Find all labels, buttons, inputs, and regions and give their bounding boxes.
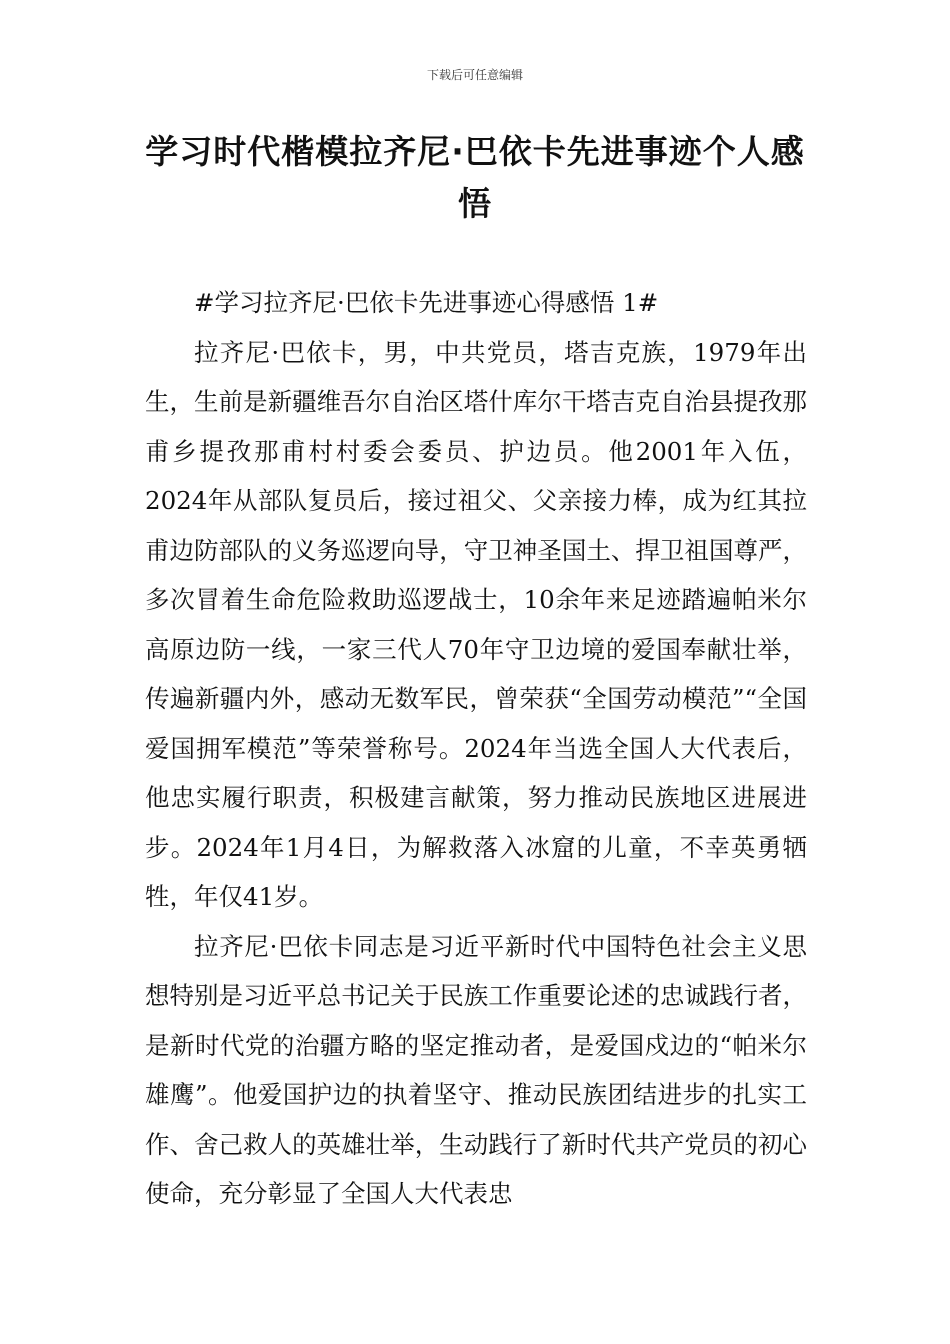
document-title: 学习时代楷模拉齐尼·巴依卡先进事迹个人感悟 [145,132,805,223]
section-subhead: #学习拉齐尼·巴依卡先进事迹心得感悟 1# [194,288,659,317]
header-note: 下载后可任意编辑 [426,68,523,82]
paragraph-2: 拉齐尼·巴依卡同志是习近平新时代中国特色社会主义思想特别是习近平总书记关于民族工作重要论述的忠诚践行者，是新时代党的治疆方略的坚定推动者，是爱国戍边的“帕米尔雄鹰”。他爱国护边的执着坚守、推动民族团结进步的扎实工作、舍己救人的英雄壮举，生动践行了新时代共产党员的初心使命，充分彰显了全国人大代表忠 [145,931,807,1208]
paragraph-1: 拉齐尼·巴依卡，男，中共党员，塔吉克族，1979年出生，生前是新疆维吾尔自治区塔什库尔干塔吉克自治县提孜那甫乡提孜那甫村村委会委员、护边员。他2001年入伍，2024年从部队复员后，接过祖父、父亲接力棒，成为红其拉甫边防部队的义务巡逻向导，守卫神圣国土、捍卫祖国尊严，多次冒着生命危险救助巡逻战士，10余年来足迹踏遍帕米尔高原边防一线，一家三代人70年守卫边境的爱国奉献壮举，传遍新疆内外，感动无数军民，曾荣获“全国劳动模范”“全国爱国拥军模范”等荣誉称号。2024年当选全国人大代表后，他忠实履行职责，积极建言献策，努力推动民族地区进展进步。2024年1月4日，为解救落入冰窟的儿童，不幸英勇牺牲，年仅41岁。 [145,337,807,911]
document-body [145,278,807,1219]
